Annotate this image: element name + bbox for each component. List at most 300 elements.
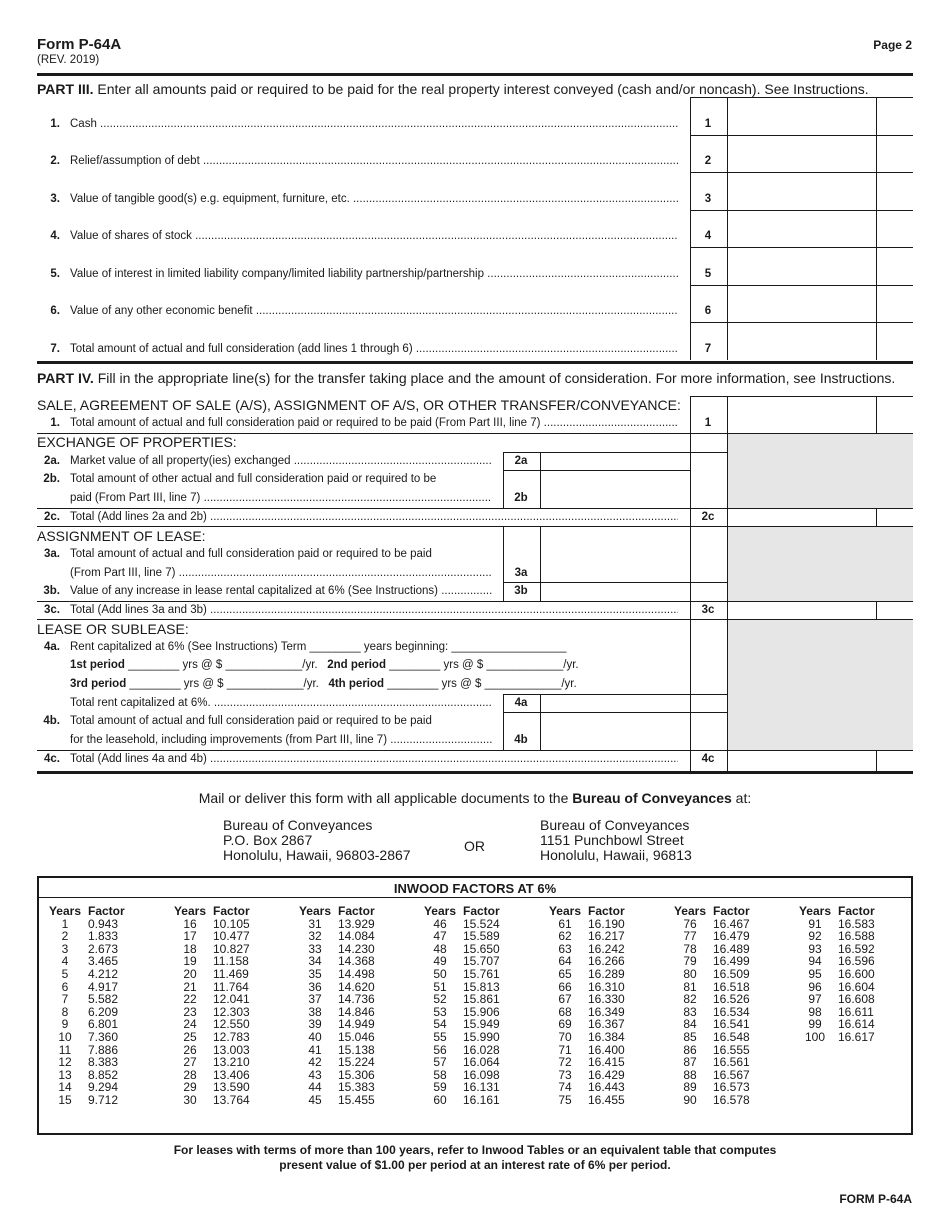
subbox-number: 4b bbox=[514, 734, 528, 746]
inwood-factor: 16.217 bbox=[588, 929, 625, 944]
part3-amount-field[interactable] bbox=[728, 98, 876, 135]
inwood-years: 37 bbox=[308, 992, 322, 1007]
inwood-factor: 16.561 bbox=[713, 1055, 750, 1070]
inwood-factor: 7.886 bbox=[88, 1042, 119, 1057]
inwood-years: 63 bbox=[558, 941, 572, 956]
part3-amount-field[interactable] bbox=[728, 173, 876, 210]
inwood-factor: 13.406 bbox=[213, 1067, 250, 1082]
part3-line-label: Total amount of actual and full consideration (add lines 1 through 6) ..... bbox=[70, 343, 678, 355]
mail-or: OR bbox=[464, 838, 485, 854]
inwood-row bbox=[673, 968, 773, 981]
inwood-factor: 8.383 bbox=[88, 1055, 119, 1070]
inwood-years: 95 bbox=[808, 966, 822, 981]
inwood-factor: 16.443 bbox=[588, 1080, 625, 1095]
inwood-row bbox=[548, 1056, 648, 1069]
inwood-factor: 13.929 bbox=[338, 916, 375, 931]
inwood-column-header: Years Factor bbox=[548, 904, 625, 918]
inwood-years: 89 bbox=[683, 1080, 697, 1095]
subbox-number: 2a bbox=[514, 455, 528, 467]
inwood-row bbox=[673, 1056, 773, 1069]
inwood-factor: 12.303 bbox=[213, 1004, 250, 1019]
inwood-row bbox=[423, 993, 523, 1006]
line-number: 4c. bbox=[44, 753, 60, 765]
inwood-years: 38 bbox=[308, 1004, 322, 1019]
inwood-years: 92 bbox=[808, 929, 822, 944]
period-1-label: 1st period bbox=[70, 659, 125, 671]
cents-col-3c bbox=[876, 601, 877, 619]
part3-line-label: Value of interest in limited liability company/limited liability partnership/partnership ..... bbox=[70, 268, 678, 280]
subbox-number: 4a bbox=[514, 697, 528, 709]
part3-line-label: Relief/assumption of debt ..... bbox=[70, 155, 678, 167]
subbox-number: 3b bbox=[514, 585, 528, 597]
inwood-factor: 4.212 bbox=[88, 966, 119, 981]
inwood-factor: 15.813 bbox=[463, 979, 500, 994]
header-rule bbox=[37, 73, 913, 76]
inwood-row bbox=[798, 1031, 898, 1044]
inwood-years: 71 bbox=[558, 1042, 572, 1057]
inwood-years: 78 bbox=[683, 941, 697, 956]
inwood-years: 54 bbox=[433, 1017, 447, 1032]
inwood-years: 2 bbox=[61, 929, 69, 944]
inwood-factor: 5.582 bbox=[88, 992, 119, 1007]
box-number: 1 bbox=[704, 417, 712, 429]
line-4b-label-2: for the leasehold, including improvements (from Part III, line 7) ..... bbox=[70, 734, 492, 746]
inwood-factor: 16.161 bbox=[463, 1092, 500, 1107]
sale-amount-field[interactable] bbox=[728, 397, 876, 432]
mail-address-street: Bureau of Conveyances 1151 Punchbowl Street Honolulu, Hawaii, 96813 bbox=[540, 817, 692, 863]
inwood-row bbox=[798, 968, 898, 981]
part3-line-number: 1. bbox=[50, 117, 60, 130]
part3-box-number: 7 bbox=[704, 342, 712, 355]
inwood-factor: 16.592 bbox=[838, 941, 875, 956]
part3-cents-col-left bbox=[876, 97, 877, 360]
part3-line-number: 6. bbox=[50, 305, 60, 317]
inwood-row bbox=[173, 968, 273, 981]
inwood-factor: 16.614 bbox=[838, 1017, 875, 1032]
inwood-years: 4 bbox=[61, 954, 69, 969]
inwood-years: 58 bbox=[433, 1067, 447, 1082]
part3-bottom-rule bbox=[37, 361, 913, 364]
section-rule bbox=[37, 526, 913, 527]
inwood-row bbox=[48, 1094, 148, 1107]
inwood-row bbox=[298, 1031, 398, 1044]
inwood-row bbox=[48, 993, 148, 1006]
line-2c-label: Total (Add lines 2a and 2b) ..... bbox=[70, 511, 678, 523]
inwood-factor: 16.242 bbox=[588, 941, 625, 956]
box-number: 4c bbox=[701, 753, 715, 765]
inwood-years: 79 bbox=[683, 954, 697, 969]
inwood-factor: 16.028 bbox=[463, 1042, 500, 1057]
inwood-factor: 16.617 bbox=[838, 1029, 875, 1044]
part3-line-number: 5. bbox=[50, 267, 60, 280]
inwood-factor: 9.712 bbox=[88, 1092, 119, 1107]
lease-title: LEASE OR SUBLEASE: bbox=[37, 621, 189, 637]
inwood-row bbox=[48, 1056, 148, 1069]
inwood-column bbox=[173, 905, 273, 1107]
line-3b-field[interactable] bbox=[541, 583, 689, 600]
inwood-years: 10 bbox=[58, 1029, 72, 1044]
line-4a-periods-1: 1st period ________ yrs @ $ ____________/yr. 2nd period ________ yrs @ $ ____________/yr. bbox=[70, 659, 579, 671]
inwood-factor: 16.555 bbox=[713, 1042, 750, 1057]
inwood-years: 46 bbox=[433, 916, 447, 931]
inwood-factor: 16.499 bbox=[713, 954, 750, 969]
inwood-factor: 16.567 bbox=[713, 1067, 750, 1082]
inwood-row bbox=[173, 1094, 273, 1107]
inwood-row bbox=[298, 930, 398, 943]
part3-amount-field[interactable] bbox=[728, 323, 876, 360]
inwood-column bbox=[673, 905, 773, 1107]
period-4-label: 4th period bbox=[328, 678, 385, 690]
inwood-years: 29 bbox=[183, 1080, 197, 1095]
inwood-years: 22 bbox=[183, 992, 197, 1007]
inwood-years: 7 bbox=[61, 992, 69, 1007]
inwood-years: 51 bbox=[433, 979, 447, 994]
inwood-row bbox=[548, 993, 648, 1006]
inwood-title-rule bbox=[39, 897, 911, 898]
line-number: 3c. bbox=[44, 604, 60, 616]
inwood-row bbox=[423, 1056, 523, 1069]
line-3c-label: Total (Add lines 3a and 3b) ..... bbox=[70, 604, 678, 616]
inwood-factor: 16.415 bbox=[588, 1055, 625, 1070]
inwood-factor: 13.210 bbox=[213, 1055, 250, 1070]
inwood-column bbox=[298, 905, 398, 1107]
inwood-factor: 0.943 bbox=[88, 916, 119, 931]
inwood-factor: 12.550 bbox=[213, 1017, 250, 1032]
cents-col-1 bbox=[876, 396, 877, 433]
inwood-years: 76 bbox=[683, 916, 697, 931]
inwood-factor: 15.861 bbox=[463, 992, 500, 1007]
line-3b-label: Value of any increase in lease rental capitalized at 6% (See Instructions) ..... bbox=[70, 585, 492, 597]
sale-title: SALE, AGREEMENT OF SALE (A/S), ASSIGNMENT OF A/S, OR OTHER TRANSFER/CONVEYANCE: bbox=[37, 397, 681, 413]
line-2b-field[interactable] bbox=[541, 471, 689, 507]
inwood-factor: 15.707 bbox=[463, 954, 500, 969]
inwood-years: 35 bbox=[308, 966, 322, 981]
line-number: 1. bbox=[50, 417, 60, 429]
inwood-factor: 14.949 bbox=[338, 1017, 375, 1032]
inwood-years: 11 bbox=[58, 1042, 72, 1057]
inwood-years: 49 bbox=[433, 954, 447, 969]
inwood-column bbox=[423, 905, 523, 1107]
inwood-years: 66 bbox=[558, 979, 572, 994]
inwood-years: 74 bbox=[558, 1080, 572, 1095]
inwood-factor: 16.608 bbox=[838, 992, 875, 1007]
inwood-factor: 11.469 bbox=[213, 966, 249, 981]
part3-intro: PART III. Enter all amounts paid or required to be paid for the real property interest conveyed (cash and/or noncash). See Instructions. bbox=[37, 81, 869, 97]
inwood-factor: 13.003 bbox=[213, 1042, 250, 1057]
inwood-row bbox=[48, 1031, 148, 1044]
inwood-years: 14 bbox=[58, 1080, 72, 1095]
inwood-column bbox=[48, 905, 148, 1107]
inwood-factor: 13.590 bbox=[213, 1080, 250, 1095]
inwood-years: 56 bbox=[433, 1042, 447, 1057]
inwood-factor: 11.764 bbox=[213, 979, 249, 994]
inwood-years: 87 bbox=[683, 1055, 697, 1070]
line-2b-label-2: paid (From Part III, line 7) ..... bbox=[70, 492, 492, 504]
part3-line-number: 2. bbox=[50, 155, 60, 167]
inwood-factor: 14.498 bbox=[338, 966, 375, 981]
inwood-column bbox=[548, 905, 648, 1107]
inwood-years: 81 bbox=[683, 979, 697, 994]
inwood-years: 30 bbox=[183, 1092, 197, 1107]
inwood-factor: 15.524 bbox=[463, 916, 500, 931]
part3-line-number: 4. bbox=[50, 230, 60, 242]
inwood-years: 17 bbox=[183, 929, 197, 944]
inwood-note: For leases with terms of more than 100 years, refer to Inwood Tables or an equivalent table that computes present value of $1.00 per period at an interest rate of 6% per period. bbox=[173, 1143, 777, 1172]
line-4b-field[interactable] bbox=[541, 713, 689, 749]
inwood-title: INWOOD FACTORS AT 6% bbox=[393, 881, 557, 896]
sale-line-label: Total amount of actual and full consideration paid or required to be paid (From Part III, line 7) ..... bbox=[70, 417, 678, 429]
inwood-factor: 16.611 bbox=[838, 1004, 874, 1019]
line-number: 3a. bbox=[44, 548, 60, 560]
part3-amount-field[interactable] bbox=[728, 211, 876, 248]
inwood-factor: 3.465 bbox=[88, 954, 119, 969]
line-number: 2a. bbox=[44, 455, 60, 467]
part3-amount-field[interactable] bbox=[728, 136, 876, 173]
gray-area-exchange bbox=[728, 433, 913, 508]
inwood-years: 65 bbox=[558, 966, 572, 981]
inwood-years: 26 bbox=[183, 1042, 197, 1057]
inwood-years: 13 bbox=[58, 1067, 72, 1082]
inwood-factor: 16.455 bbox=[588, 1092, 625, 1107]
line-4a-periods-2: 3rd period ________ yrs @ $ ____________/yr. 4th period ________ yrs @ $ ____________/yr. bbox=[70, 678, 577, 690]
inwood-factor: 16.266 bbox=[588, 954, 625, 969]
inwood-row bbox=[173, 1031, 273, 1044]
inwood-factor: 16.349 bbox=[588, 1004, 625, 1019]
inwood-years: 77 bbox=[683, 929, 697, 944]
inwood-factor: 1.833 bbox=[88, 929, 119, 944]
inwood-years: 20 bbox=[183, 966, 197, 981]
inwood-row bbox=[798, 930, 898, 943]
inwood-row bbox=[673, 930, 773, 943]
inwood-years: 52 bbox=[433, 992, 447, 1007]
inwood-years: 45 bbox=[308, 1092, 322, 1107]
form-revision: (REV. 2019) bbox=[37, 54, 100, 66]
inwood-years: 70 bbox=[558, 1029, 572, 1044]
inwood-years: 34 bbox=[308, 954, 322, 969]
inwood-factor: 12.041 bbox=[213, 992, 250, 1007]
inwood-factor: 10.477 bbox=[213, 929, 250, 944]
inwood-years: 67 bbox=[558, 992, 572, 1007]
inwood-factor: 7.360 bbox=[88, 1029, 119, 1044]
inwood-row bbox=[298, 968, 398, 981]
inwood-factor: 16.600 bbox=[838, 966, 875, 981]
inwood-factor: 16.578 bbox=[713, 1092, 750, 1107]
inwood-row bbox=[673, 993, 773, 1006]
inwood-factor: 2.673 bbox=[88, 941, 119, 956]
inwood-years: 8 bbox=[61, 1004, 69, 1019]
part3-line-label: Value of shares of stock ..... bbox=[70, 230, 678, 242]
inwood-row bbox=[173, 993, 273, 1006]
inwood-factor: 15.761 bbox=[463, 966, 500, 981]
inwood-row bbox=[423, 1031, 523, 1044]
line-4c-field[interactable] bbox=[728, 751, 876, 770]
inwood-factor: 14.230 bbox=[338, 941, 375, 956]
part3-line-number: 3. bbox=[50, 192, 60, 205]
inwood-factor: 15.383 bbox=[338, 1080, 375, 1095]
part4-bottom-rule bbox=[37, 771, 913, 774]
inwood-years: 85 bbox=[683, 1029, 697, 1044]
inwood-row bbox=[48, 930, 148, 943]
line-2c-field[interactable] bbox=[728, 509, 876, 525]
page-number: Page 2 bbox=[873, 38, 912, 52]
inwood-column bbox=[798, 905, 898, 1044]
inwood-years: 80 bbox=[683, 966, 697, 981]
inwood-factor: 15.650 bbox=[463, 941, 500, 956]
inwood-years: 96 bbox=[808, 979, 822, 994]
inwood-factor: 15.589 bbox=[463, 929, 500, 944]
inwood-years: 3 bbox=[61, 941, 69, 956]
inwood-row bbox=[423, 1094, 523, 1107]
inwood-column-header: Years Factor bbox=[798, 904, 875, 918]
inwood-factor: 6.801 bbox=[88, 1017, 119, 1032]
inwood-years: 32 bbox=[308, 929, 322, 944]
inwood-years: 84 bbox=[683, 1017, 697, 1032]
inwood-factor: 14.736 bbox=[338, 992, 375, 1007]
inwood-factor: 16.479 bbox=[713, 929, 750, 944]
inwood-years: 44 bbox=[308, 1080, 322, 1095]
inwood-factor: 12.783 bbox=[213, 1029, 250, 1044]
line-4b-label-1: Total amount of actual and full consideration paid or required to be paid bbox=[70, 715, 432, 727]
inwood-factor: 16.489 bbox=[713, 941, 750, 956]
inwood-row bbox=[298, 1056, 398, 1069]
inwood-factor: 16.541 bbox=[713, 1017, 750, 1032]
gray-area-lease bbox=[728, 620, 913, 750]
inwood-factor: 16.289 bbox=[588, 966, 625, 981]
inwood-years: 21 bbox=[183, 979, 197, 994]
part3-amount-field[interactable] bbox=[728, 248, 876, 285]
inwood-years: 5 bbox=[61, 966, 69, 981]
inwood-years: 94 bbox=[808, 954, 822, 969]
inwood-column-header: Years Factor bbox=[48, 904, 125, 918]
part3-box-number: 5 bbox=[704, 267, 712, 280]
inwood-factor: 13.764 bbox=[213, 1092, 250, 1107]
inwood-years: 64 bbox=[558, 954, 572, 969]
inwood-factor: 14.620 bbox=[338, 979, 375, 994]
inwood-row bbox=[298, 993, 398, 1006]
inwood-years: 61 bbox=[558, 916, 572, 931]
inwood-years: 72 bbox=[558, 1055, 572, 1070]
inwood-years: 93 bbox=[808, 941, 822, 956]
inwood-factor: 6.209 bbox=[88, 1004, 119, 1019]
box-number: 3c bbox=[701, 604, 715, 616]
inwood-row bbox=[298, 1094, 398, 1107]
part3-box-number: 6 bbox=[704, 305, 712, 317]
inwood-factor: 16.583 bbox=[838, 916, 875, 931]
inwood-factor: 16.384 bbox=[588, 1029, 625, 1044]
inwood-column-header: Years Factor bbox=[173, 904, 250, 918]
period-2-label: 2nd period bbox=[327, 659, 386, 671]
inwood-years: 6 bbox=[61, 979, 69, 994]
part3-amount-field[interactable] bbox=[728, 286, 876, 323]
inwood-years: 62 bbox=[558, 929, 572, 944]
inwood-factor: 16.534 bbox=[713, 1004, 750, 1019]
line-number: 4a. bbox=[44, 641, 60, 653]
inwood-years: 33 bbox=[308, 941, 322, 956]
inwood-row bbox=[173, 930, 273, 943]
inwood-factor: 15.138 bbox=[338, 1042, 375, 1057]
line-3c-field[interactable] bbox=[728, 602, 876, 618]
cents-col-4c bbox=[876, 750, 877, 771]
line-3a-label-2: (From Part III, line 7) ..... bbox=[70, 567, 492, 579]
part3-box-number: 1 bbox=[704, 117, 712, 130]
inwood-factor: 16.548 bbox=[713, 1029, 750, 1044]
inwood-years: 42 bbox=[308, 1055, 322, 1070]
inwood-years: 15 bbox=[58, 1092, 72, 1107]
line-number: 3b. bbox=[43, 585, 60, 597]
inwood-years: 36 bbox=[308, 979, 322, 994]
box-rule bbox=[690, 452, 727, 453]
inwood-years: 12 bbox=[58, 1055, 72, 1070]
subbox-number: 2b bbox=[514, 492, 528, 504]
line-3a-field[interactable] bbox=[541, 527, 689, 581]
inwood-factor: 16.400 bbox=[588, 1042, 625, 1057]
part4-intro: PART IV. Fill in the appropriate line(s) for the transfer taking place and the amount of consideration. For more information, see Instructions. bbox=[37, 370, 896, 386]
section-rule bbox=[37, 619, 913, 620]
inwood-years: 25 bbox=[183, 1029, 197, 1044]
line-4a-field[interactable] bbox=[541, 695, 689, 711]
inwood-years: 73 bbox=[558, 1067, 572, 1082]
exchange-title: EXCHANGE OF PROPERTIES: bbox=[37, 434, 237, 450]
inwood-column-header: Years Factor bbox=[298, 904, 375, 918]
inwood-factor: 15.455 bbox=[338, 1092, 375, 1107]
inwood-factor: 14.084 bbox=[338, 929, 375, 944]
inwood-years: 68 bbox=[558, 1004, 572, 1019]
inwood-factor: 16.330 bbox=[588, 992, 625, 1007]
inwood-row bbox=[173, 1056, 273, 1069]
inwood-factor: 10.827 bbox=[213, 941, 250, 956]
inwood-row bbox=[48, 968, 148, 981]
inwood-row bbox=[548, 1031, 648, 1044]
line-4a-term: Rent capitalized at 6% (See Instructions) Term ________ years beginning: __________________ bbox=[70, 641, 567, 653]
inwood-years: 1 bbox=[61, 916, 69, 931]
inwood-factor: 14.846 bbox=[338, 1004, 375, 1019]
inwood-factor: 14.368 bbox=[338, 954, 375, 969]
inwood-years: 91 bbox=[808, 916, 822, 931]
inwood-years: 39 bbox=[308, 1017, 322, 1032]
subbox-number: 3a bbox=[514, 567, 528, 579]
inwood-years: 41 bbox=[308, 1042, 322, 1057]
inwood-years: 99 bbox=[808, 1017, 822, 1032]
inwood-years: 18 bbox=[183, 941, 197, 956]
inwood-factor: 16.604 bbox=[838, 979, 875, 994]
inwood-years: 82 bbox=[683, 992, 697, 1007]
inwood-years: 24 bbox=[183, 1017, 197, 1032]
inwood-years: 55 bbox=[433, 1029, 447, 1044]
inwood-years: 100 bbox=[804, 1029, 826, 1044]
inwood-column-header: Years Factor bbox=[673, 904, 750, 918]
inwood-factor: 16.573 bbox=[713, 1080, 750, 1095]
inwood-factor: 15.949 bbox=[463, 1017, 500, 1032]
inwood-factor: 16.310 bbox=[588, 979, 625, 994]
inwood-factor: 16.518 bbox=[713, 979, 750, 994]
part4-amount-col-left bbox=[727, 396, 728, 771]
period-3-label: 3rd period bbox=[70, 678, 127, 690]
part3-box-number: 2 bbox=[704, 155, 712, 167]
line-2a-field[interactable] bbox=[541, 453, 689, 469]
inwood-factor: 16.131 bbox=[463, 1080, 500, 1095]
inwood-years: 69 bbox=[558, 1017, 572, 1032]
line-4a-total-label: Total rent capitalized at 6%. ..... bbox=[70, 697, 492, 709]
inwood-years: 98 bbox=[808, 1004, 822, 1019]
inwood-factor: 4.917 bbox=[88, 979, 119, 994]
inwood-factor: 11.158 bbox=[213, 954, 249, 969]
inwood-years: 9 bbox=[61, 1017, 69, 1032]
inwood-years: 59 bbox=[433, 1080, 447, 1095]
box-number: 2c bbox=[701, 511, 715, 523]
inwood-factor: 15.306 bbox=[338, 1067, 375, 1082]
inwood-factor: 9.294 bbox=[88, 1080, 119, 1095]
inwood-row bbox=[548, 1094, 648, 1107]
